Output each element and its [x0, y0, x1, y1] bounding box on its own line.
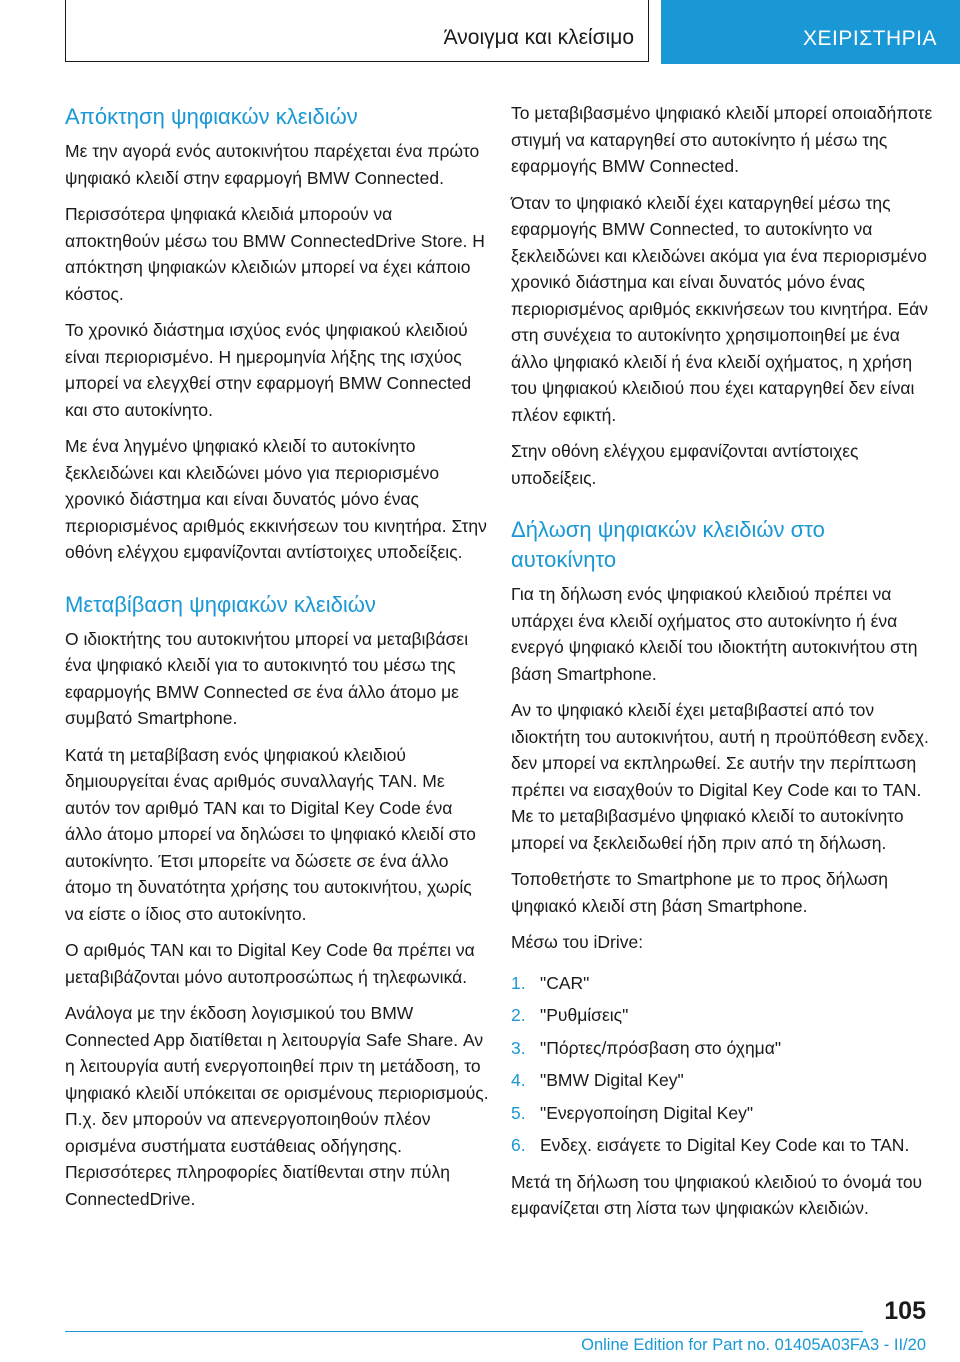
paragraph: Με ένα ληγμένο ψηφιακό κλειδί το αυτοκίνητο ξεκλειδώνει και κλειδώνει μόνο για περιορισμένο χρονικό διάστημα και είναι δυνατός μόνο ένας περιορισμένος αριθμός εκκινήσεων του κινητήρα. Στην οθόνη ελέγχου εμφανίζονται αντίστοιχες υποδείξεις.	[65, 436, 487, 562]
list-item	[511, 970, 935, 997]
section-title: Άνοιγμα και κλείσιμο	[443, 26, 634, 49]
list-item	[511, 1002, 935, 1029]
footer-edition: Online Edition for Part no. 01405A03FA3 - II/20	[581, 1336, 926, 1354]
step-number: 3.	[511, 1037, 526, 1058]
step-text: "CAR"	[540, 972, 590, 993]
chapter-tab	[661, 0, 960, 64]
paragraph: Με την αγορά ενός αυτοκινήτου παρέχεται ένα πρώτο ψηφιακό κλειδί στην εφαρμογή BMW Connected.	[65, 141, 480, 188]
chapter-title: ΧΕΙΡΙΣΤΗΡΙΑ	[803, 27, 938, 50]
step-number: 5.	[511, 1102, 526, 1123]
idrive-steps-list	[511, 970, 935, 1159]
paragraph: Μετά τη δήλωση του ψηφιακού κλειδιού το όνομά του εμφανίζεται στη λίστα των ψηφιακών κλειδιών.	[511, 1171, 923, 1218]
list-item	[511, 1067, 935, 1094]
paragraph: Όταν το ψηφιακό κλειδί έχει καταργηθεί μέσω της εφαρμογής BMW Connected, το αυτοκίνητο να ξεκλειδώνει και κλειδώνει ακόμα για ένα περιορισμένο χρονικό διάστημα και είναι δυνατός μόνο ένας περιορισμένος αριθμός εκκινήσεων του κινητήρα. Εάν στη συνέχεια το αυτοκίνητο χρησιμοποιηθεί με ένα άλλο ψηφιακό κλειδί ή ένα κλειδί οχήματος, η χρήση του ψηφιακού κλειδιού που έχει καταργηθεί δεν είναι πλέον εφικτή.	[511, 192, 929, 425]
list-item	[511, 1100, 935, 1127]
step-text: "BMW Digital Key"	[540, 1070, 684, 1090]
footer-divider	[65, 1331, 863, 1332]
step-text: "Ενεργοποίηση Digital Key"	[540, 1102, 754, 1123]
paragraph: Περισσότερα ψηφιακά κλειδιά μπορούν να αποκτηθούν μέσω του BMW ConnectedDrive Store. Η απόκτηση ψηφιακών κλειδιών μπορεί να έχει κάποιο κόστος.	[65, 204, 485, 304]
paragraph: Μέσω του iDrive:	[511, 932, 644, 952]
step-number: 2.	[511, 1005, 526, 1025]
step-text: "Ρυθμίσεις"	[540, 1005, 629, 1025]
paragraph: Στην οθόνη ελέγχου εμφανίζονται αντίστοιχες υποδείξεις.	[511, 441, 859, 488]
step-number: 6.	[511, 1135, 526, 1155]
list-item	[511, 1035, 935, 1062]
paragraph: Το χρονικό διάστημα ισχύος ενός ψηφιακού κλειδιού είναι περιορισμένο. Η ημερομηνία λήξης της ισχύος μπορεί να ελεγχθεί στην εφαρμογή BMW Connected και στο αυτοκίνητο.	[65, 320, 472, 420]
paragraph: Ανάλογα με την έκδοση λογισμικού του BMW Connected App διατίθεται η λειτουργία Safe Share. Αν η λειτουργία αυτή ενεργοποιηθεί πριν τη μετάδοση, το ψηφιακό κλειδί υπόκειται σε ορισμένους περιορισμούς. Π.χ. δεν μπορούν να απενεργοποιηθούν πλέον ορισμένα συστήματα ευστάθειας οδήγησης. Περισσότερες πληροφορίες διατίθενται στην πύλη ConnectedDrive.	[65, 1003, 489, 1209]
paragraph: Ο αριθμός TAN και το Digital Key Code θα πρέπει να μεταβιβάζονται μόνο αυτοπροσώπως ή τηλεφωνικά.	[65, 940, 475, 987]
page-number: 105	[884, 1297, 926, 1325]
heading-transfer-keys: Μεταβίβαση ψηφιακών κλειδιών	[65, 591, 376, 617]
paragraph: Κατά τη μεταβίβαση ενός ψηφιακού κλειδιού δημιουργείται ένας αριθμός συναλλαγής TAN. Με αυτόν τον αριθμό TAN και το Digital Key Code ένα άλλο άτομο μπορεί να δηλώσει το ψηφιακό κλειδί στο αυτοκίνητο. Έτσι μπορείτε να δώσετε σε ένα άλλο άτομο τη δυνατότητα χρήσης του αυτοκινήτου, χωρίς να είστε ο ίδιος στο αυτοκίνητο.	[65, 744, 476, 924]
paragraph: Ο ιδιοκτήτης του αυτοκινήτου μπορεί να μεταβιβάσει ένα ψηφιακό κλειδί για το αυτοκινητό του μέσω της εφαρμογής BMW Connected σε ένα άλλο άτομο με συμβατό Smartphone.	[65, 628, 469, 728]
step-number: 1.	[511, 972, 526, 993]
right-column	[511, 100, 935, 1232]
paragraph: Το μεταβιβασμένο ψηφιακό κλειδί μπορεί οποιαδήποτε στιγμή να καταργηθεί στο αυτοκίνητο ή μέσω της εφαρμογής BMW Connected.	[511, 103, 933, 176]
section-tab	[65, 0, 649, 62]
step-text: "Πόρτες/πρόσβαση στο όχημα"	[540, 1037, 782, 1058]
paragraph: Τοποθετήστε το Smartphone με το προς δήλωση ψηφιακό κλειδί στη βάση Smartphone.	[511, 869, 889, 916]
page-header	[65, 0, 960, 64]
step-text: Ενδεχ. εισάγετε το Digital Key Code και το TAN.	[540, 1135, 910, 1155]
left-column	[65, 100, 489, 1222]
heading-acquire-keys: Απόκτηση ψηφιακών κλειδιών	[65, 104, 358, 129]
heading-register-keys: Δήλωση ψηφιακών κλειδιών στο αυτοκίνητο	[511, 517, 825, 572]
step-number: 4.	[511, 1070, 526, 1090]
list-item	[511, 1132, 935, 1159]
paragraph: Για τη δήλωση ενός ψηφιακού κλειδιού πρέπει να υπάρχει ένα κλειδί οχήματος στο αυτοκίνητο ή ένα ενεργό ψηφιακό κλειδί του ιδιοκτήτη αυτοκινήτου στη βάση Smartphone.	[511, 584, 918, 684]
paragraph: Αν το ψηφιακό κλειδί έχει μεταβιβαστεί από τον ιδιοκτήτη του αυτοκινήτου, αυτή η προϋπόθεση ενδεχ. δεν μπορεί να εκπληρωθεί. Σε αυτήν την περίπτωση πρέπει να εισαχθούν το Digital Key Code και το TAN. Με το μεταβιβασμένο ψηφιακό κλειδί το αυτοκίνητο μπορεί να ξεκλειδωθεί ήδη πριν από τη δήλωση.	[511, 700, 929, 853]
